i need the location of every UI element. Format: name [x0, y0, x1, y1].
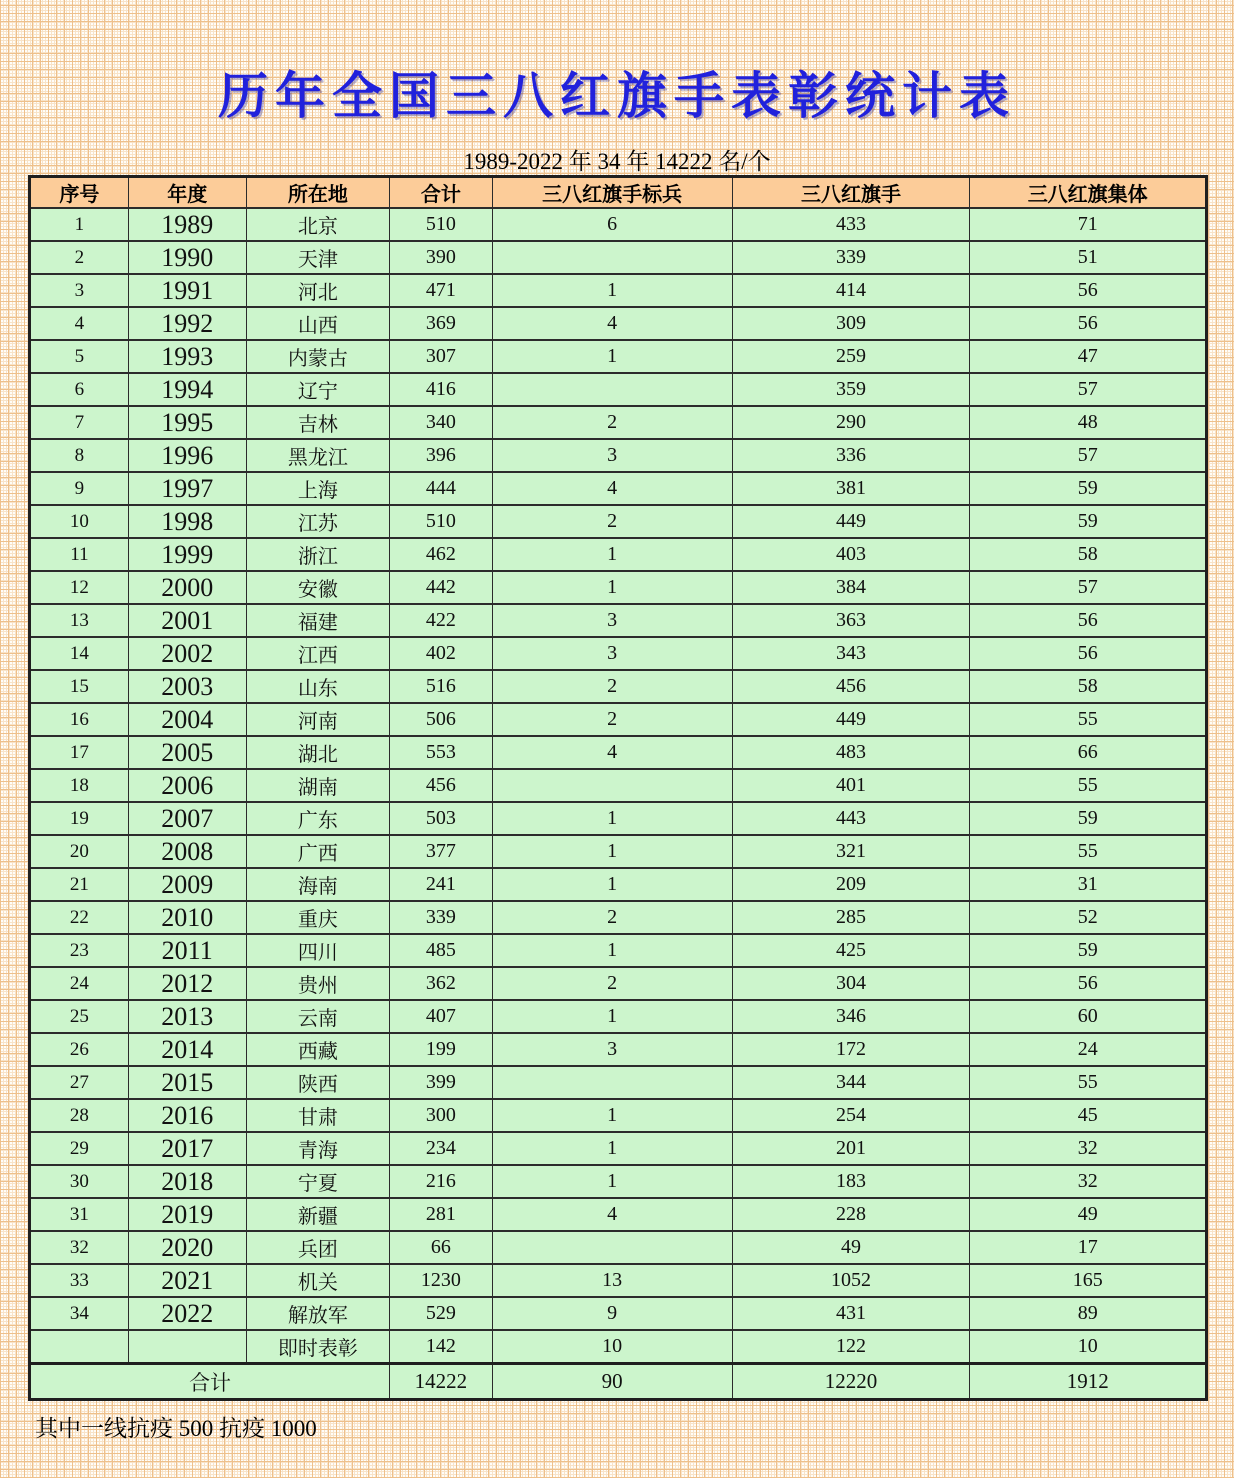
cell-banner-holder: 359: [732, 373, 970, 406]
total-cell-total: 14222: [390, 1364, 492, 1400]
cell-pacesetter: [492, 241, 732, 274]
cell-total: 234: [390, 1132, 492, 1165]
cell-total: 340: [390, 406, 492, 439]
cell-collective: 165: [970, 1264, 1207, 1297]
cell-serial: 20: [30, 835, 129, 868]
cell-pacesetter: [492, 769, 732, 802]
cell-total: 553: [390, 736, 492, 769]
cell-serial: 31: [30, 1198, 129, 1231]
cell-banner-holder: 431: [732, 1297, 970, 1330]
cell-collective: 55: [970, 703, 1207, 736]
table-row: [30, 835, 1207, 868]
cell-pacesetter: 4: [492, 1198, 732, 1231]
cell-location: 西藏: [246, 1033, 390, 1066]
cell-serial: 10: [30, 505, 129, 538]
cell-collective: 56: [970, 604, 1207, 637]
cell-year: 1998: [128, 505, 246, 538]
cell-serial: 34: [30, 1297, 129, 1330]
cell-total: 362: [390, 967, 492, 1000]
table-row: [30, 901, 1207, 934]
cell-year: 2008: [128, 835, 246, 868]
cell-collective: 55: [970, 1066, 1207, 1099]
cell-year: 2009: [128, 868, 246, 901]
header-year: 年度: [128, 177, 246, 209]
table-row: [30, 1033, 1207, 1066]
header-location: 所在地: [246, 177, 390, 209]
cell-serial: 19: [30, 802, 129, 835]
table-row: [30, 637, 1207, 670]
cell-serial: 16: [30, 703, 129, 736]
cell-total: 416: [390, 373, 492, 406]
cell-location: 广西: [246, 835, 390, 868]
cell-location: 河北: [246, 274, 390, 307]
table-row: [30, 802, 1207, 835]
cell-serial: 11: [30, 538, 129, 571]
cell-total: 399: [390, 1066, 492, 1099]
cell-pacesetter: 2: [492, 406, 732, 439]
cell-banner-holder: 304: [732, 967, 970, 1000]
cell-location: 机关: [246, 1264, 390, 1297]
cell-location: 重庆: [246, 901, 390, 934]
cell-banner-holder: 336: [732, 439, 970, 472]
cell-total: 506: [390, 703, 492, 736]
cell-pacesetter: [492, 373, 732, 406]
cell-collective: 48: [970, 406, 1207, 439]
cell-pacesetter: [492, 1066, 732, 1099]
cell-location: 甘肃: [246, 1099, 390, 1132]
cell-serial: 1: [30, 208, 129, 241]
cell-pacesetter: 3: [492, 604, 732, 637]
cell-location: 河南: [246, 703, 390, 736]
cell-location: 浙江: [246, 538, 390, 571]
cell-year: 2021: [128, 1264, 246, 1297]
page-title: 历年全国三八红旗手表彰统计表: [218, 68, 1016, 124]
cell-pacesetter: 4: [492, 472, 732, 505]
cell-collective: 59: [970, 802, 1207, 835]
cell-banner-holder: 1052: [732, 1264, 970, 1297]
cell-year: 2014: [128, 1033, 246, 1066]
cell-total: 444: [390, 472, 492, 505]
cell-total: 66: [390, 1231, 492, 1264]
cell-collective: 51: [970, 241, 1207, 274]
cell-pacesetter: 1: [492, 571, 732, 604]
cell-total: 396: [390, 439, 492, 472]
table-row: [30, 208, 1207, 241]
total-cell-pacesetter: 90: [492, 1364, 732, 1400]
cell-pacesetter: 13: [492, 1264, 732, 1297]
cell-collective: 59: [970, 934, 1207, 967]
cell-total: 510: [390, 208, 492, 241]
header-row: [30, 177, 1207, 209]
cell-location: 湖北: [246, 736, 390, 769]
cell-banner-holder: 309: [732, 307, 970, 340]
cell-collective: 10: [970, 1330, 1207, 1364]
cell-total: 390: [390, 241, 492, 274]
cell-total: 281: [390, 1198, 492, 1231]
cell-total: 1230: [390, 1264, 492, 1297]
table-row: [30, 538, 1207, 571]
cell-location: 青海: [246, 1132, 390, 1165]
cell-banner-holder: 321: [732, 835, 970, 868]
cell-banner-holder: 209: [732, 868, 970, 901]
cell-serial: 22: [30, 901, 129, 934]
cell-total: 510: [390, 505, 492, 538]
subtitle: 1989-2022 年 34 年 14222 名/个: [463, 149, 771, 174]
cell-serial: 12: [30, 571, 129, 604]
cell-year: 1989: [128, 208, 246, 241]
cell-collective: 57: [970, 373, 1207, 406]
cell-serial: 23: [30, 934, 129, 967]
cell-total: 442: [390, 571, 492, 604]
cell-total: 485: [390, 934, 492, 967]
cell-banner-holder: 290: [732, 406, 970, 439]
cell-banner-holder: 122: [732, 1330, 970, 1364]
cell-year: 2022: [128, 1297, 246, 1330]
table-row: [30, 406, 1207, 439]
cell-total: 377: [390, 835, 492, 868]
footnote: 其中一线抗疫 500 抗疫 1000: [35, 1416, 317, 1441]
cell-banner-holder: 363: [732, 604, 970, 637]
cell-collective: 58: [970, 670, 1207, 703]
cell-location: 吉林: [246, 406, 390, 439]
cell-total: 503: [390, 802, 492, 835]
cell-collective: 71: [970, 208, 1207, 241]
cell-serial: 7: [30, 406, 129, 439]
cell-year: 1990: [128, 241, 246, 274]
table-row: [30, 571, 1207, 604]
cell-pacesetter: 1: [492, 340, 732, 373]
cell-year: 1992: [128, 307, 246, 340]
cell-collective: 89: [970, 1297, 1207, 1330]
cell-serial: 5: [30, 340, 129, 373]
table-row: [30, 703, 1207, 736]
cell-serial: 32: [30, 1231, 129, 1264]
cell-location: 江西: [246, 637, 390, 670]
cell-year: 2020: [128, 1231, 246, 1264]
cell-pacesetter: 2: [492, 670, 732, 703]
cell-serial: 25: [30, 1000, 129, 1033]
cell-year: 2001: [128, 604, 246, 637]
cell-collective: 66: [970, 736, 1207, 769]
table-row: [30, 1000, 1207, 1033]
cell-total: 142: [390, 1330, 492, 1364]
cell-banner-holder: 344: [732, 1066, 970, 1099]
cell-banner-holder: 401: [732, 769, 970, 802]
cell-total: 300: [390, 1099, 492, 1132]
cell-pacesetter: 1: [492, 835, 732, 868]
cell-serial: 2: [30, 241, 129, 274]
table-row: [30, 1132, 1207, 1165]
cell-location: 宁夏: [246, 1165, 390, 1198]
cell-year: 2010: [128, 901, 246, 934]
cell-year: 1994: [128, 373, 246, 406]
total-row: [30, 1364, 1207, 1400]
cell-banner-holder: 346: [732, 1000, 970, 1033]
cell-serial: 28: [30, 1099, 129, 1132]
cell-location: 解放军: [246, 1297, 390, 1330]
cell-year: 2005: [128, 736, 246, 769]
table-row: [30, 769, 1207, 802]
table-row: [30, 1330, 1207, 1364]
cell-pacesetter: 1: [492, 1165, 732, 1198]
cell-location: 黑龙江: [246, 439, 390, 472]
header-banner-holder: 三八红旗手: [732, 177, 970, 209]
cell-pacesetter: 1: [492, 274, 732, 307]
table-row: [30, 868, 1207, 901]
cell-total: 369: [390, 307, 492, 340]
cell-year: 2007: [128, 802, 246, 835]
cell-banner-holder: 443: [732, 802, 970, 835]
cell-pacesetter: 1: [492, 538, 732, 571]
cell-pacesetter: 6: [492, 208, 732, 241]
cell-year: 1997: [128, 472, 246, 505]
cell-year: 2012: [128, 967, 246, 1000]
cell-location: 贵州: [246, 967, 390, 1000]
cell-pacesetter: 2: [492, 967, 732, 1000]
table-row: [30, 241, 1207, 274]
cell-serial: 4: [30, 307, 129, 340]
header-collective: 三八红旗集体: [970, 177, 1207, 209]
cell-banner-holder: 228: [732, 1198, 970, 1231]
table-row: [30, 373, 1207, 406]
cell-year: 1999: [128, 538, 246, 571]
cell-collective: 57: [970, 571, 1207, 604]
cell-serial: [30, 1330, 129, 1364]
cell-pacesetter: 3: [492, 637, 732, 670]
cell-serial: 9: [30, 472, 129, 505]
cell-location: 安徽: [246, 571, 390, 604]
cell-serial: 3: [30, 274, 129, 307]
cell-banner-holder: 449: [732, 505, 970, 538]
cell-pacesetter: [492, 1231, 732, 1264]
table-row: [30, 472, 1207, 505]
table-row: [30, 967, 1207, 1000]
cell-location: 广东: [246, 802, 390, 835]
cell-serial: 24: [30, 967, 129, 1000]
cell-collective: 55: [970, 769, 1207, 802]
cell-total: 407: [390, 1000, 492, 1033]
cell-serial: 14: [30, 637, 129, 670]
cell-location: 云南: [246, 1000, 390, 1033]
cell-serial: 30: [30, 1165, 129, 1198]
cell-year: 1996: [128, 439, 246, 472]
cell-year: 2004: [128, 703, 246, 736]
cell-pacesetter: 3: [492, 1033, 732, 1066]
table-row: [30, 274, 1207, 307]
cell-pacesetter: 1: [492, 1099, 732, 1132]
cell-banner-holder: 343: [732, 637, 970, 670]
cell-collective: 17: [970, 1231, 1207, 1264]
total-label: 合计: [30, 1364, 390, 1400]
cell-collective: 47: [970, 340, 1207, 373]
table-row: [30, 340, 1207, 373]
cell-serial: 27: [30, 1066, 129, 1099]
cell-banner-holder: 483: [732, 736, 970, 769]
cell-total: 456: [390, 769, 492, 802]
cell-banner-holder: 384: [732, 571, 970, 604]
table-row: [30, 1297, 1207, 1330]
table-row: [30, 934, 1207, 967]
cell-pacesetter: 9: [492, 1297, 732, 1330]
cell-location: 辽宁: [246, 373, 390, 406]
cell-year: 2015: [128, 1066, 246, 1099]
cell-pacesetter: 1: [492, 868, 732, 901]
cell-banner-holder: 201: [732, 1132, 970, 1165]
cell-year: 2016: [128, 1099, 246, 1132]
cell-year: 1991: [128, 274, 246, 307]
cell-pacesetter: 1: [492, 1000, 732, 1033]
cell-year: 2002: [128, 637, 246, 670]
cell-location: 兵团: [246, 1231, 390, 1264]
cell-pacesetter: 3: [492, 439, 732, 472]
cell-collective: 32: [970, 1132, 1207, 1165]
cell-year: 2000: [128, 571, 246, 604]
cell-location: 陕西: [246, 1066, 390, 1099]
cell-serial: 15: [30, 670, 129, 703]
cell-total: 529: [390, 1297, 492, 1330]
cell-collective: 60: [970, 1000, 1207, 1033]
cell-total: 516: [390, 670, 492, 703]
table-row: [30, 1099, 1207, 1132]
cell-banner-holder: 425: [732, 934, 970, 967]
cell-collective: 32: [970, 1165, 1207, 1198]
cell-banner-holder: 381: [732, 472, 970, 505]
cell-pacesetter: 10: [492, 1330, 732, 1364]
cell-location: 北京: [246, 208, 390, 241]
cell-banner-holder: 414: [732, 274, 970, 307]
cell-collective: 24: [970, 1033, 1207, 1066]
cell-year: 2013: [128, 1000, 246, 1033]
table-row: [30, 439, 1207, 472]
cell-total: 462: [390, 538, 492, 571]
table-row: [30, 1198, 1207, 1231]
cell-banner-holder: 449: [732, 703, 970, 736]
cell-total: 422: [390, 604, 492, 637]
table-row: [30, 505, 1207, 538]
table-row: [30, 736, 1207, 769]
cell-pacesetter: 2: [492, 901, 732, 934]
cell-total: 339: [390, 901, 492, 934]
header-serial: 序号: [30, 177, 129, 209]
cell-location: 山西: [246, 307, 390, 340]
cell-banner-holder: 285: [732, 901, 970, 934]
cell-collective: 57: [970, 439, 1207, 472]
cell-location: 天津: [246, 241, 390, 274]
cell-collective: 55: [970, 835, 1207, 868]
cell-serial: 18: [30, 769, 129, 802]
cell-serial: 13: [30, 604, 129, 637]
cell-serial: 29: [30, 1132, 129, 1165]
cell-year: [128, 1330, 246, 1364]
cell-total: 241: [390, 868, 492, 901]
cell-pacesetter: 2: [492, 505, 732, 538]
cell-location: 山东: [246, 670, 390, 703]
cell-banner-holder: 254: [732, 1099, 970, 1132]
cell-collective: 45: [970, 1099, 1207, 1132]
cell-banner-holder: 259: [732, 340, 970, 373]
table-row: [30, 307, 1207, 340]
cell-collective: 56: [970, 274, 1207, 307]
cell-banner-holder: 403: [732, 538, 970, 571]
cell-serial: 17: [30, 736, 129, 769]
table-row: [30, 604, 1207, 637]
cell-pacesetter: 2: [492, 703, 732, 736]
cell-collective: 52: [970, 901, 1207, 934]
cell-pacesetter: 1: [492, 1132, 732, 1165]
header-pacesetter: 三八红旗手标兵: [492, 177, 732, 209]
cell-serial: 8: [30, 439, 129, 472]
cell-year: 2006: [128, 769, 246, 802]
cell-location: 福建: [246, 604, 390, 637]
table-row: [30, 1165, 1207, 1198]
total-cell-collective: 1912: [970, 1364, 1207, 1400]
cell-collective: 31: [970, 868, 1207, 901]
cell-collective: 56: [970, 307, 1207, 340]
cell-banner-holder: 456: [732, 670, 970, 703]
cell-location: 海南: [246, 868, 390, 901]
cell-year: 2011: [128, 934, 246, 967]
stats-table: [28, 175, 1208, 1401]
total-cell-banner-holder: 12220: [732, 1364, 970, 1400]
cell-year: 2018: [128, 1165, 246, 1198]
cell-serial: 6: [30, 373, 129, 406]
cell-collective: 49: [970, 1198, 1207, 1231]
header-total: 合计: [390, 177, 492, 209]
cell-location: 江苏: [246, 505, 390, 538]
cell-collective: 59: [970, 505, 1207, 538]
cell-year: 1995: [128, 406, 246, 439]
cell-year: 1993: [128, 340, 246, 373]
table-row: [30, 670, 1207, 703]
table-row: [30, 1066, 1207, 1099]
cell-serial: 33: [30, 1264, 129, 1297]
cell-total: 307: [390, 340, 492, 373]
cell-banner-holder: 183: [732, 1165, 970, 1198]
cell-total: 471: [390, 274, 492, 307]
cell-location: 即时表彰: [246, 1330, 390, 1364]
cell-pacesetter: 4: [492, 307, 732, 340]
cell-year: 2019: [128, 1198, 246, 1231]
cell-pacesetter: 1: [492, 934, 732, 967]
cell-collective: 56: [970, 637, 1207, 670]
table-body: [30, 208, 1207, 1364]
cell-year: 2017: [128, 1132, 246, 1165]
cell-serial: 21: [30, 868, 129, 901]
cell-serial: 26: [30, 1033, 129, 1066]
table-row: [30, 1231, 1207, 1264]
cell-location: 新疆: [246, 1198, 390, 1231]
cell-banner-holder: 433: [732, 208, 970, 241]
cell-banner-holder: 172: [732, 1033, 970, 1066]
cell-collective: 59: [970, 472, 1207, 505]
cell-location: 内蒙古: [246, 340, 390, 373]
cell-pacesetter: 1: [492, 802, 732, 835]
cell-collective: 58: [970, 538, 1207, 571]
cell-total: 402: [390, 637, 492, 670]
table-row: [30, 1264, 1207, 1297]
cell-year: 2003: [128, 670, 246, 703]
cell-total: 199: [390, 1033, 492, 1066]
cell-location: 上海: [246, 472, 390, 505]
cell-pacesetter: 4: [492, 736, 732, 769]
cell-location: 四川: [246, 934, 390, 967]
cell-collective: 56: [970, 967, 1207, 1000]
cell-location: 湖南: [246, 769, 390, 802]
cell-banner-holder: 49: [732, 1231, 970, 1264]
cell-total: 216: [390, 1165, 492, 1198]
cell-banner-holder: 339: [732, 241, 970, 274]
